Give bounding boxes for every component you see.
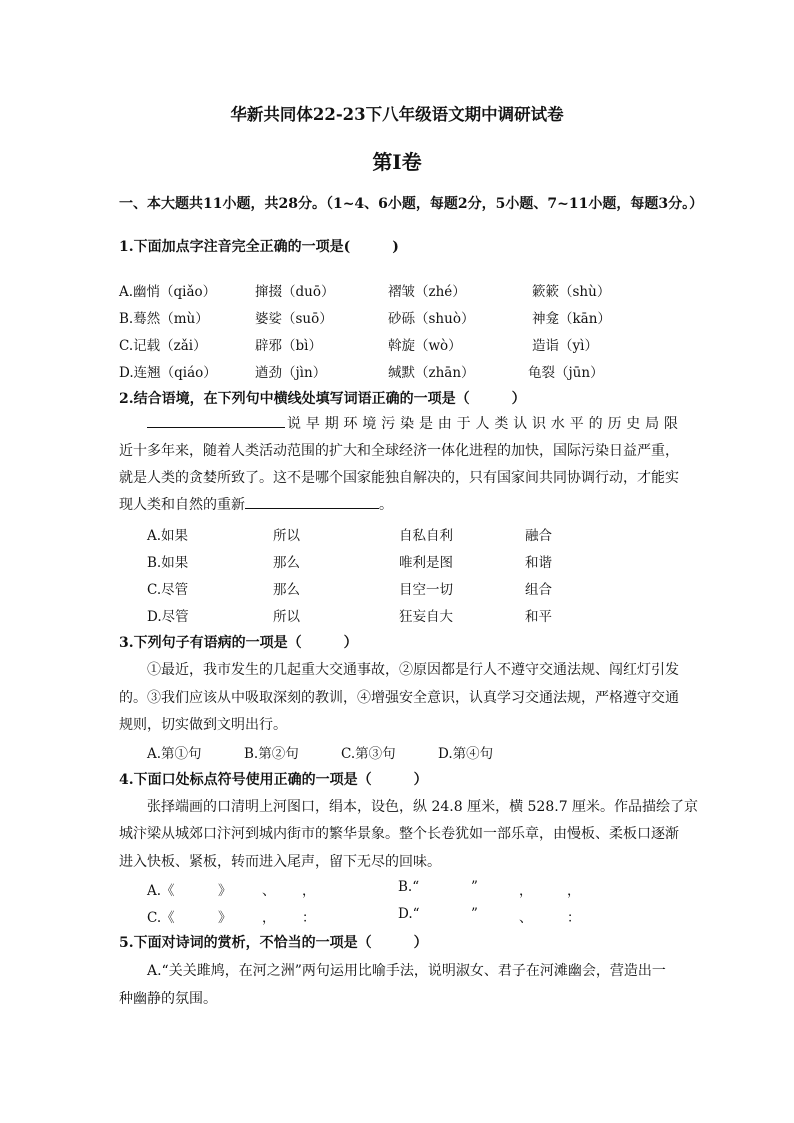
q1-option-b-word3: 砂砾（shuò）	[388, 311, 475, 327]
q5-option-a-line1: A.“关关雎鸠，在河之洲”两句运用比喻手法，说明淑女、君子在河滩幽会，营造出一	[147, 963, 666, 979]
q1-option-d: D.连翘（qiáo）	[119, 365, 217, 381]
q1-option-a-word4: 簌簌（shù）	[532, 284, 611, 300]
q2-option-c: C.尽管	[147, 582, 189, 598]
q5-option-a-line2: 种幽静的氛围。	[119, 991, 217, 1007]
q4-passage-line2: 城汴梁从城郊口汴河到城内街市的繁华景象。整个长卷犹如一部乐章，由慢板、柔板口逐渐	[119, 826, 679, 842]
q4-option-b: B.“	[398, 879, 420, 895]
q1-option-a-word2: 撺掇（duō）	[255, 284, 335, 300]
volume-heading: 第I卷	[372, 150, 422, 174]
q4-option-a: A.《	[147, 883, 175, 899]
question-3-stem: 3.下列句子有语病的一项是（ ）	[119, 635, 358, 651]
q4-option-d: D.“	[398, 906, 420, 922]
q2-passage-line1	[147, 413, 678, 433]
q3-option-d: D.第④句	[438, 746, 494, 762]
q4-option-c: C.《	[147, 910, 175, 926]
q1-option-d-word3: 缄默（zhān）	[388, 365, 475, 381]
q2-passage-line4	[119, 494, 393, 514]
q2-option-a-word4: 融合	[525, 528, 552, 544]
q4-passage-line3: 进入快板、紧板，转而进入尾声，留下无尽的回味。	[119, 854, 441, 870]
q2-option-b-word2: 那么	[273, 555, 300, 571]
q2-option-d: D.尽管	[147, 609, 189, 625]
q1-option-c-word4: 造诣（yì）	[532, 338, 598, 354]
q4-option-d-mark2: ”	[471, 906, 478, 922]
q3-passage-line3: 规则，切实做到文明出行。	[119, 717, 287, 733]
q1-option-a: A.幽悄（qiǎo）	[119, 284, 217, 300]
q2-passage-line2: 近十多年来，随着人类活动范围的扩大和全球经济一体化进程的加快，国际污染日益严重，	[119, 443, 679, 459]
q2-option-c-word4: 组合	[525, 582, 552, 598]
q2-option-d-word2: 所以	[273, 609, 300, 625]
q2-line1-text: 说 早 期 环 境 污 染 是 由 于 人 类 认 识 水 平 的 历 史 局 限	[287, 416, 678, 432]
q2-line4-text: 现人类和自然的重新	[119, 497, 245, 513]
q2-option-a-word2: 所以	[273, 528, 300, 544]
q1-option-a-word3: 褶皱（zhé）	[388, 284, 466, 300]
q4-option-b-mark3: ，	[519, 883, 533, 899]
q2-option-d-word3: 狂妄自大	[399, 609, 453, 625]
q1-option-c-word3: 斡旋（wò）	[388, 338, 462, 354]
q1-option-b: B.蓦然（mù）	[119, 311, 209, 327]
q2-option-a: A.如果	[147, 528, 189, 544]
q4-passage-line1: 张择端画的口清明上河图口，绢本，设色，纵 24.8 厘米，横 528.7 厘米。作品描绘了京	[147, 799, 699, 815]
q1-option-d-word2: 遒劲（jìn）	[255, 365, 327, 381]
q2-option-b-word3: 唯利是图	[399, 555, 453, 571]
q2-option-d-word4: 和平	[525, 609, 552, 625]
q1-option-b-word2: 婆娑（suō）	[255, 311, 333, 327]
q2-option-b-word4: 和谐	[525, 555, 552, 571]
q4-option-d-mark4: ：	[567, 910, 581, 926]
q3-passage-line1: ①最近，我市发生的几起重大交通事故，②原因都是行人不遵守交通法规、闯红灯引发	[147, 662, 679, 678]
q2-passage-line3: 就是人类的贪婪所致了。这不是哪个国家能独自解决的，只有国家间共同协调行动，才能实	[119, 470, 679, 486]
question-5-stem: 5.下面对诗词的赏析，不恰当的一项是（ ）	[119, 935, 428, 951]
q1-option-c-word2: 辟邪（bì）	[255, 338, 322, 354]
q4-option-c-mark3: ，	[262, 910, 276, 926]
q1-option-b-word4: 神龛（kān）	[532, 311, 611, 327]
q2-blank-1[interactable]	[147, 413, 285, 428]
q2-option-b: B.如果	[147, 555, 189, 571]
q1-option-d-word4: 龟裂（jūn）	[528, 365, 604, 381]
q2-option-c-word2: 那么	[273, 582, 300, 598]
section-instructions: 一、本大题共11小题，共28分。（1~4、6小题，每题2分，5小题、7~11小题，每题3分。）	[119, 196, 704, 212]
question-2-stem: 2.结合语境，在下列句中横线处填写词语正确的一项是（ ）	[119, 391, 526, 407]
q4-option-c-mark2: 》	[218, 910, 232, 926]
q1-option-c: C.记载（zǎi）	[119, 338, 207, 354]
q4-option-c-mark4: ：	[302, 910, 316, 926]
exam-title: 华新共同体22-23下八年级语文期中调研试卷	[230, 105, 564, 124]
q3-passage-line2: 的。③我们应该从中吸取深刻的教训，④增强安全意识，认真学习交通法规，严格遵守交通	[119, 690, 679, 706]
q4-option-a-mark2: 》	[218, 883, 232, 899]
q3-option-c: C.第③句	[341, 746, 396, 762]
q4-option-a-mark4: ，	[302, 883, 316, 899]
q4-option-b-mark2: ”	[471, 879, 478, 895]
q4-option-d-mark3: 、	[519, 910, 533, 926]
q3-option-a: A.第①句	[147, 746, 202, 762]
question-1-stem: 1.下面加点字注音完全正确的一项是( )	[119, 239, 399, 255]
q3-option-b: B.第②句	[244, 746, 299, 762]
q4-option-b-mark4: ，	[567, 883, 581, 899]
q2-option-c-word3: 目空一切	[399, 582, 453, 598]
q4-option-a-mark3: 、	[262, 883, 276, 899]
q2-line4-end: 。	[379, 497, 393, 513]
q2-option-a-word3: 自私自利	[399, 528, 453, 544]
q2-blank-2[interactable]	[245, 494, 379, 509]
question-4-stem: 4.下面口处标点符号使用正确的一项是（ ）	[119, 772, 428, 788]
